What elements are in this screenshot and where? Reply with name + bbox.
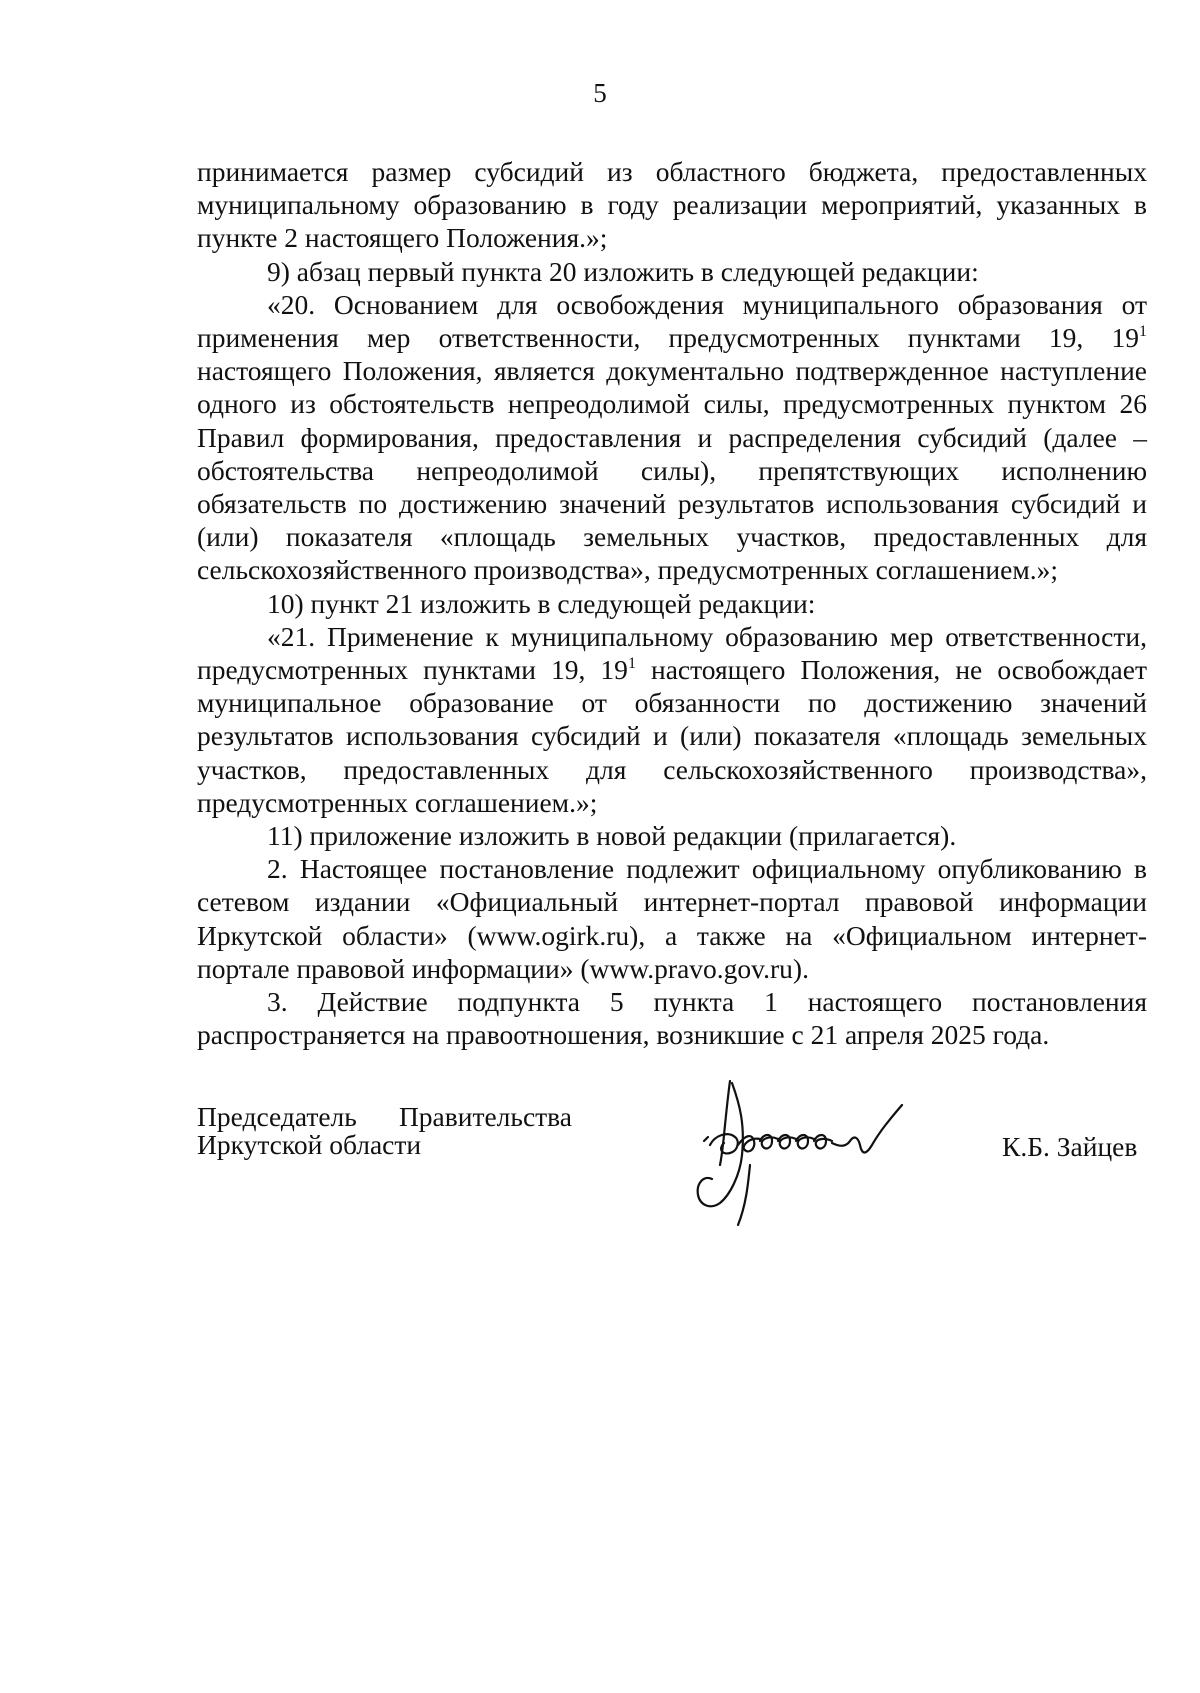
paragraph-section-2: 2. Настоящее постановление подлежит официальному опубликованию в сетевом издании «Официальный интернет-портал правовой информации Иркутской области» (www.ogirk.ru), а также на «Официальном интернет-портале правовой информации» (www.pravo.gov.ru). <box>197 853 1147 984</box>
paragraph-item-10: 10) пункт 21 изложить в следующей редакции: <box>267 587 816 619</box>
signatory-title-word-1: Председатель <box>197 1101 357 1132</box>
paragraph-item-9: 9) абзац первый пункта 20 изложить в следующей редакции: <box>267 255 979 287</box>
page-number: 5 <box>593 78 607 108</box>
paragraph-section-3: 3. Действие подпункта 5 пункта 1 настоящего постановления распространяется на правоотношения, возникшие с 21 апреля 2025 года. <box>197 986 1147 1051</box>
signatory-title-line-2: Иркутской области <box>197 1129 422 1160</box>
superscript-1: 1 <box>627 655 636 673</box>
handwritten-signature <box>690 1075 960 1235</box>
paragraph-clause-20 <box>197 288 1147 587</box>
paragraph-clause-21 <box>197 620 1147 819</box>
superscript-1: 1 <box>1139 323 1147 341</box>
document-body <box>197 155 1147 1051</box>
clause-21-part-2: настоящего Положения, не освобождает муниципальное образование от обязанности по достижению значений результатов использования субсидий и (или) показателя «площадь земельных участков, предоставленных для сельскохозяйственного производства», предусмотренных соглашением.»; <box>197 654 1147 818</box>
clause-21-part-1: «21. Применение к муниципальному образованию мер ответственности, предусмотренных пунктами 19, 19 <box>197 620 1147 686</box>
signatory-title-word-2: Правительства <box>398 1101 572 1132</box>
signatory-title <box>197 1103 572 1159</box>
paragraph-item-11: 11) приложение изложить в новой редакции (прилагается). <box>267 820 957 852</box>
clause-20-part-1: «20. Основанием для освобождения муниципального образования от применения мер ответственности, предусмотренных пунктами 19, 19 <box>197 288 1147 354</box>
signer-name: К.Б. Зайцев <box>1002 1131 1138 1162</box>
paragraph-continuation: принимается размер субсидий из областного бюджета, предоставленных муниципальному образованию в году реализации мероприятий, указанных в пункте 2 настоящего Положения.»; <box>197 156 1147 254</box>
clause-20-part-2: настоящего Положения, является документально подтвержденное наступление одного из обстоятельств непреодолимой силы, предусмотренных пунктом 26 Правил формирования, предоставления и распределения субсидий (далее – обстоятельства непреодолимой силы), препятствующих исполнению обязательств по достижению значений результатов использования субсидий и (или) показателя «площадь земельных участков, предоставленных для сельскохозяйственного производства», предусмотренных соглашением.»; <box>197 355 1147 586</box>
